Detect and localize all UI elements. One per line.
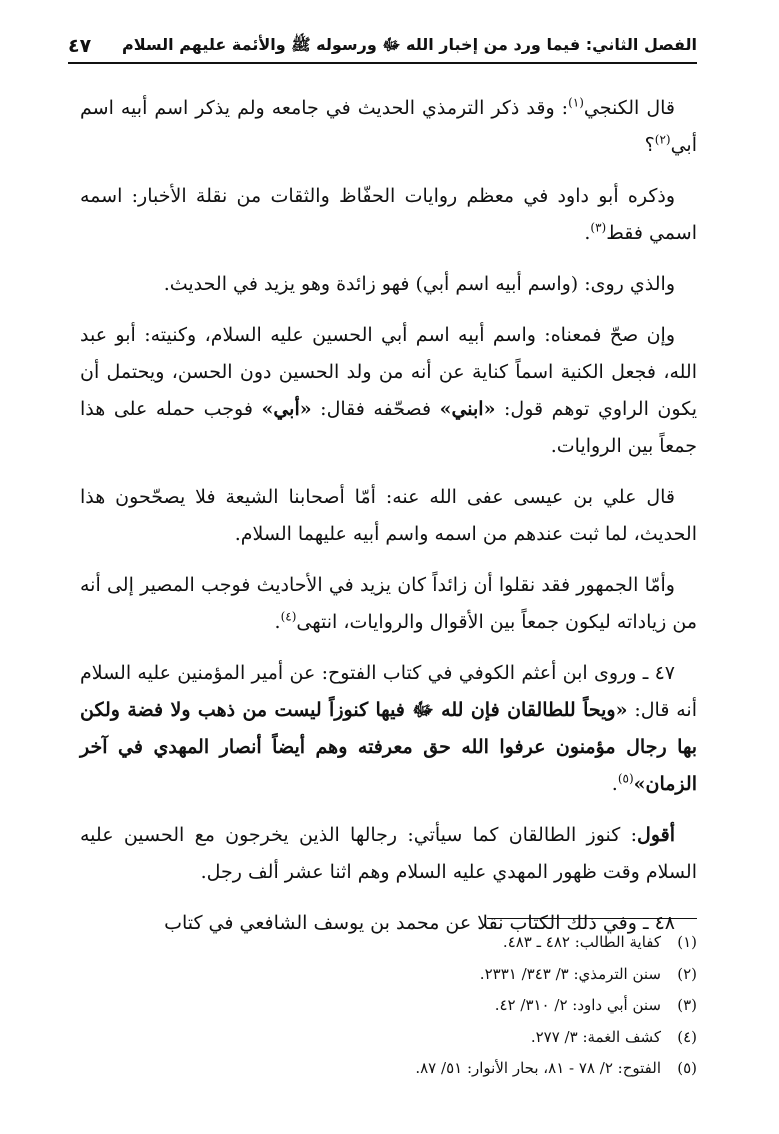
footnote-number: (٣) [677, 996, 697, 1014]
footnote-text: سنن أبي داود: ٢/ ٣١٠/ ٤٢. [494, 996, 661, 1014]
footnote-text: سنن الترمذي: ٣/ ٣٤٣/ ٢٣٣١. [479, 964, 661, 983]
footnote-item [77, 1053, 697, 1085]
footnote-item [77, 927, 697, 959]
text-run: ٤٨ ـ وفي ذلك الكتاب نقلا عن محمد بن يوسف الشافعي في كتاب [164, 912, 675, 934]
bold-quote: «أبي» [261, 398, 312, 420]
footnote-ref-5[interactable]: (٥) [617, 771, 634, 786]
text-run: وذكره أبو داود في معظم روايات الحفّاظ والثقات من نقلة الأخبار: اسمه اسمي فقط [80, 185, 697, 244]
footnote-list [77, 927, 697, 1085]
text-run: . [611, 773, 618, 795]
text-run: . [274, 611, 281, 633]
footnote-ref-1[interactable]: (١) [568, 95, 584, 110]
bold-lead: أقول [637, 824, 675, 846]
paragraph-aqul [80, 817, 697, 891]
footnote-ref-3[interactable]: (٣) [590, 220, 607, 235]
text-run: قال علي بن عيسى عفى الله عنه: أمّا أصحابنا الشيعة فلا يصحّحون هذا الحديث، لما ثبت عندهم من اسمه واسم أبيه عليهما السلام. [80, 486, 697, 545]
page-number: ٤٧ [68, 35, 92, 57]
text-run: ؟ [644, 134, 655, 156]
text-run: قال الكنجي [583, 97, 675, 119]
text-run: وإن صحّ فمعناه: واسم أبيه اسم أبي الحسين عليه السلام، وكنيته: أبو عبد الله، فجعل الكنية اسماً كناية عن أنه من ولد الحسين دون الحسن، ويحتمل أن يكون الراوي توهم قول: [80, 324, 697, 420]
text-run: فصحّفه فقال: [311, 398, 440, 420]
text-run: : كنوز الطالقان كما سيأتي: رجالها الذين يخرجون مع الحسين عليه السلام وقت ظهور المهدي عليه السلام وهم اثنا عشر ألف رجل. [80, 824, 697, 883]
footnote-text: كفاية الطالب: ٤٨٢ ـ ٤٨٣. [502, 933, 661, 951]
paragraph-meaning [80, 317, 697, 465]
paragraph-hadith-47 [80, 655, 697, 803]
main-text [80, 90, 697, 956]
footnote-text: كشف الغمة: ٣/ ٢٧٧. [530, 1027, 661, 1046]
footnote-item [77, 959, 697, 991]
footnotes-section [77, 918, 697, 1085]
footnote-number: (١) [677, 933, 697, 951]
text-run: : وقد ذكر الترمذي الحديث في جامعه ولم يذكر اسم أبيه اسم أبي [80, 97, 697, 156]
footnote-number: (٥) [677, 1059, 697, 1077]
footnote-ref-4[interactable]: (٤) [280, 609, 297, 624]
text-run: فوجب حمله على هذا جمعاً بين الروايات. [80, 398, 697, 457]
running-header [68, 30, 697, 64]
text-run: وأمّا الجمهور فقد نقلوا أن زائداً كان يزيد في الأحاديث فوجب المصير إلى أنه من زياداته ليكون جمعاً بين الأقوال والروايات، انتهى [80, 574, 697, 633]
bold-quote: «ويحاً للطالقان فإن لله ﷻ فيها كنوزاً ليست من ذهب ولا فضة ولكن بها رجال مؤمنون عرفوا الله حق معرفته وهم أيضاً أنصار المهدي في آخر الزمان» [80, 699, 697, 795]
text-run: والذي روى: (واسم أبيه اسم أبي) فهو زائدة وهو يزيد في الحديث. [163, 273, 675, 295]
footnote-text: الفتوح: ٢/ ٧٨ - ٨١، بحار الأنوار: ٥١/ ٨٧. [415, 1059, 661, 1077]
text-run: . [584, 222, 591, 244]
footnote-number: (٢) [677, 964, 697, 983]
footnote-item [77, 990, 697, 1022]
paragraph-ali-bin-isa [80, 479, 697, 553]
chapter-title: الفصل الثاني: فيما ورد من إخبار الله ﷻ ورسوله ﷺ والأئمة عليهم السلام [122, 34, 697, 54]
bold-quote: «ابني» [439, 398, 496, 420]
paragraph-narration [80, 266, 697, 303]
footnote-ref-2[interactable]: (٢) [654, 132, 671, 147]
text-run: ٤٧ ـ وروى ابن أعثم الكوفي في كتاب الفتوح: عن أمير المؤمنين عليه السلام أنه قال: [80, 662, 697, 721]
paragraph-abu-dawud [80, 178, 697, 252]
paragraph-jumhur [80, 567, 697, 641]
footnote-item [77, 1022, 697, 1054]
footnote-divider [487, 918, 697, 919]
footnote-number: (٤) [677, 1027, 697, 1046]
paragraph-kanji [80, 90, 697, 164]
